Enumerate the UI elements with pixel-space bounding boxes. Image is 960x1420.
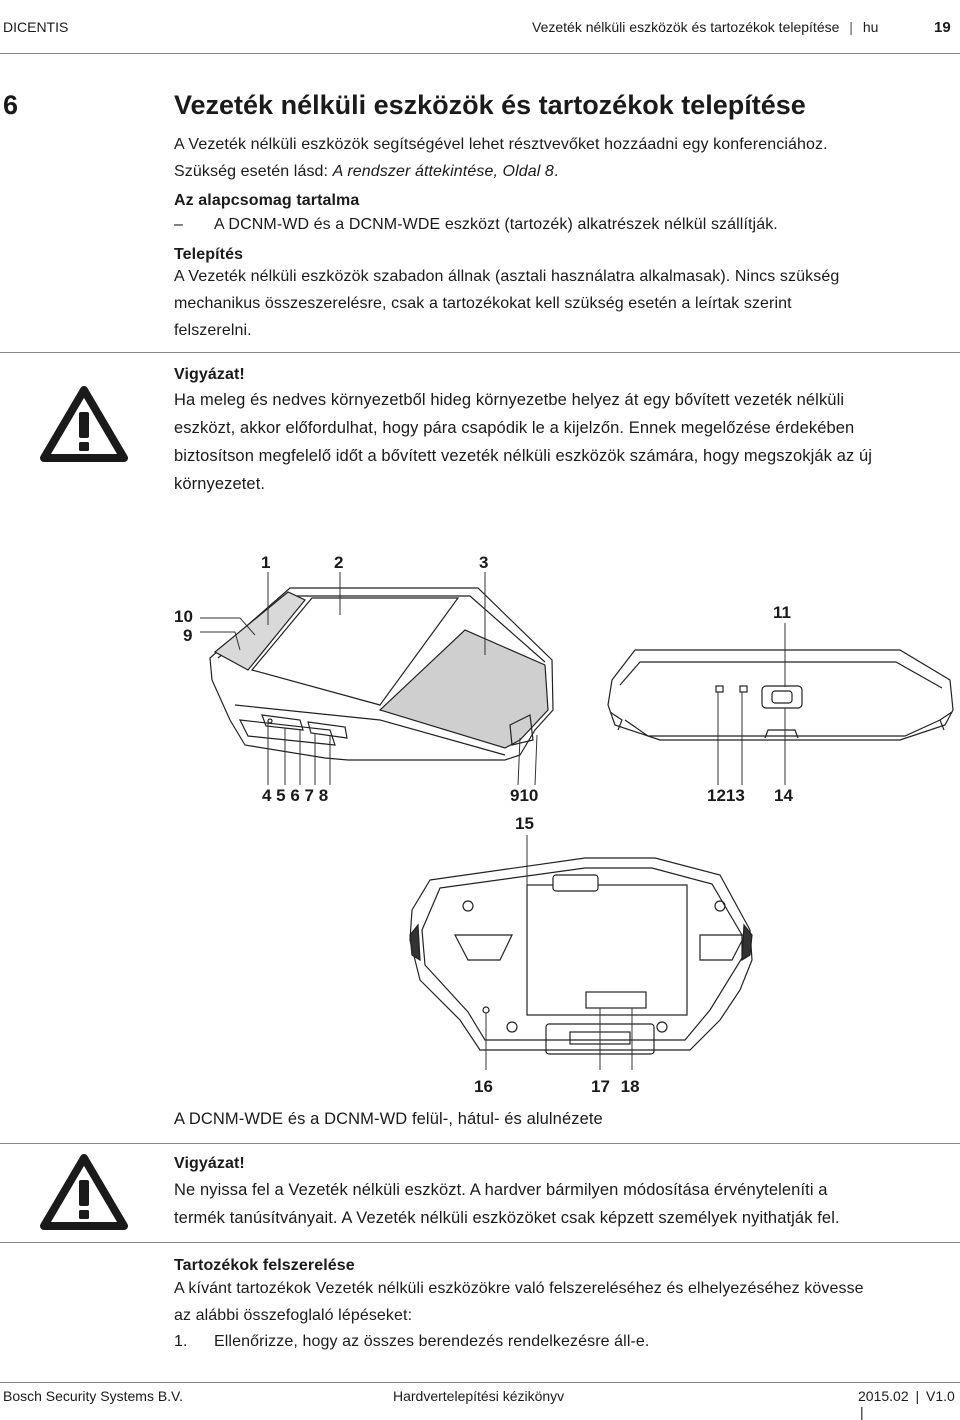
intro-see-label: Szükség esetén lásd:	[174, 163, 333, 180]
cross-reference-link[interactable]: A rendszer áttekintése, Oldal 8	[332, 163, 554, 180]
header-title: Vezeték nélküli eszközök és tartozékok telepítése | hu	[532, 19, 879, 35]
intro-period: .	[553, 163, 559, 180]
warning-triangle-icon	[40, 1153, 128, 1236]
figure-caption: A DCNM-WDE és a DCNM-WD felül-, hátul- és alulnézete	[174, 1110, 603, 1128]
callout-9-10: 910	[510, 786, 539, 805]
accessories-heading: Tartozékok felszerelése	[174, 1257, 355, 1274]
callout-3: 3	[479, 553, 489, 572]
callout-4-to-8: 4 5 6 7 8	[262, 786, 329, 805]
callout-1: 1	[261, 553, 271, 572]
footer-version: V1.0	[926, 1388, 955, 1404]
accessories-line-2: az alábbi összefoglaló lépéseket:	[174, 1307, 413, 1324]
header-brand: DICENTIS	[3, 19, 69, 35]
step-text: Ellenőrizze, hogy az összes berendezés rendelkezésre áll-e.	[214, 1333, 650, 1350]
header-language: hu	[862, 19, 879, 35]
warning-1-line-3: biztosítson megfelelő időt a bővített vezeték nélküli eszközök számára, hogy megszokják az új	[174, 447, 873, 465]
section-title: Vezeték nélküli eszközök és tartozékok telepítése	[174, 90, 806, 120]
section-number: 6	[3, 90, 19, 120]
callout-14: 14	[774, 786, 793, 805]
warning-rule-top	[0, 352, 960, 353]
intro-paragraph	[174, 131, 944, 185]
package-item: A DCNM-WD és a DCNM-WDE eszközt (tartozék) alkatrészek nélkül szállítják.	[214, 216, 778, 233]
header-chapter-title: Vezeték nélküli eszközök és tartozékok telepítése	[532, 19, 840, 35]
warning-1-text	[174, 386, 954, 498]
warning-1-line-4: környezetet.	[174, 475, 266, 493]
callout-15: 15	[515, 814, 534, 833]
footer-date: 2015.02	[858, 1388, 909, 1404]
callout-12-13: 1213	[707, 786, 745, 805]
footer-manual-title: Hardvertelepítési kézikönyv	[393, 1388, 565, 1404]
device-figure	[0, 540, 960, 1110]
warning-2-line-1: Ne nyissa fel a Vezeték nélküli eszközt. A hardver bármilyen módosítása érvényteleníti a	[174, 1181, 828, 1199]
accessories-line-1: A kívánt tartozékok Vezeték nélküli eszközökre való felszereléséhez és elhelyezéséhez kövesse	[174, 1280, 864, 1297]
warning-1-title: Vigyázat!	[174, 366, 245, 383]
accessories-paragraph	[174, 1275, 954, 1329]
package-dash: –	[174, 216, 183, 233]
install-line-1: A Vezeték nélküli eszközök szabadon állnak (asztali használatra alkalmasak). Nincs szükség	[174, 268, 840, 285]
footer-edition: 2015.02 | V1.0 |	[858, 1388, 955, 1420]
install-line-2: mechanikus összeszerelésre, csak a tartozékokat kell szükség esetén a leírtak szerint	[174, 295, 792, 312]
callout-16: 16	[474, 1077, 493, 1096]
warning-2-rule-top	[0, 1143, 960, 1144]
warning-2-text	[174, 1176, 954, 1232]
device-back-view	[608, 650, 953, 740]
intro-line-2	[174, 158, 944, 185]
warning-1-line-1: Ha meleg és nedves környezetből hideg környezetbe helyez át egy bővített vezeték nélküli	[174, 391, 845, 409]
step-number: 1.	[174, 1333, 188, 1350]
device-bottom-view	[410, 858, 752, 1054]
install-heading: Telepítés	[174, 246, 244, 263]
footer-company: Bosch Security Systems B.V.	[3, 1388, 183, 1404]
callout-10: 10	[174, 607, 193, 626]
intro-line-1: A Vezeték nélküli eszközök segítségével lehet résztvevőket hozzáadni egy konferenciához.	[174, 136, 828, 153]
warning-1-line-2: eszközt, akkor előfordulhat, hogy pára csapódik le a kijelzőn. Ennek megelőzése érdekében	[174, 419, 855, 437]
warning-2-line-2: termék tanúsítványait. A Vezeték nélküli eszközöket csak képzett személyek nyithatják fel.	[174, 1209, 840, 1227]
page-number: 19	[934, 19, 951, 36]
install-paragraph	[174, 263, 954, 344]
callout-9: 9	[183, 626, 193, 645]
package-heading: Az alapcsomag tartalma	[174, 192, 360, 209]
callout-11: 11	[773, 603, 791, 622]
callout-2: 2	[334, 553, 344, 572]
header-rule	[0, 53, 960, 54]
footer-rule	[0, 1382, 960, 1383]
install-line-3: felszerelni.	[174, 322, 252, 339]
device-top-view	[210, 588, 553, 760]
warning-2-title: Vigyázat!	[174, 1155, 245, 1172]
warning-triangle-icon	[40, 385, 128, 468]
callout-17-18: 17 18	[591, 1077, 640, 1096]
warning-2-rule-bottom	[0, 1242, 960, 1243]
